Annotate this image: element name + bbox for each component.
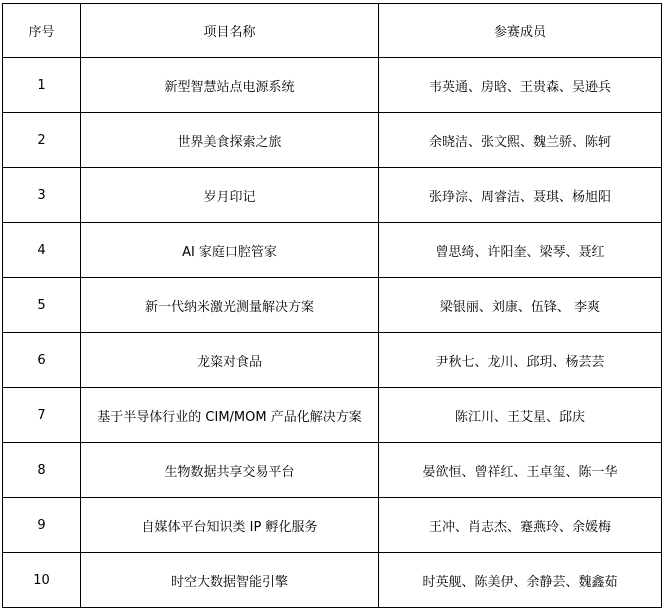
cell-serial-number: 2 [3, 113, 81, 168]
cell-team-members: 曾思绮、许阳奎、梁琴、聂红 [379, 223, 662, 278]
cell-project-name: 龙粢对食品 [81, 333, 379, 388]
cell-team-members: 王冲、肖志杰、蹇燕玲、余媛梅 [379, 498, 662, 553]
cell-serial-number: 8 [3, 443, 81, 498]
cell-serial-number: 4 [3, 223, 81, 278]
cell-team-members: 韦英通、房晗、王贵森、吴逊兵 [379, 58, 662, 113]
cell-team-members: 张琤淙、周睿洁、聂琪、杨旭阳 [379, 168, 662, 223]
table-row [3, 278, 662, 333]
table-row [3, 58, 662, 113]
table-row [3, 498, 662, 553]
cell-serial-number: 5 [3, 278, 81, 333]
cell-team-members: 时英舰、陈美伊、余静芸、魏鑫茹 [379, 553, 662, 608]
cell-project-name: 岁月印记 [81, 168, 379, 223]
cell-project-name: 自媒体平台知识类 IP 孵化服务 [81, 498, 379, 553]
cell-team-members: 陈江川、王艾星、邱庆 [379, 388, 662, 443]
cell-serial-number: 1 [3, 58, 81, 113]
project-table [2, 3, 662, 608]
cell-serial-number: 10 [3, 553, 81, 608]
cell-project-name: 新一代纳米激光测量解决方案 [81, 278, 379, 333]
header-serial-number: 序号 [3, 4, 81, 58]
table-row [3, 443, 662, 498]
table-header-row [3, 4, 662, 58]
table-row [3, 333, 662, 388]
cell-serial-number: 3 [3, 168, 81, 223]
cell-project-name: 世界美食探索之旅 [81, 113, 379, 168]
cell-project-name: 时空大数据智能引擎 [81, 553, 379, 608]
table-row [3, 553, 662, 608]
table-row [3, 168, 662, 223]
cell-team-members: 梁银丽、刘康、伍锋、 李爽 [379, 278, 662, 333]
cell-project-name: AI 家庭口腔管家 [81, 223, 379, 278]
cell-team-members: 余晓洁、张文熙、魏兰骄、陈轲 [379, 113, 662, 168]
cell-serial-number: 9 [3, 498, 81, 553]
table-row [3, 113, 662, 168]
header-team-members: 参赛成员 [379, 4, 662, 58]
cell-team-members: 尹秋七、龙川、邱玥、杨芸芸 [379, 333, 662, 388]
header-project-name: 项目名称 [81, 4, 379, 58]
table-row [3, 388, 662, 443]
cell-team-members: 晏欲恒、曾祥红、王卓玺、陈一华 [379, 443, 662, 498]
cell-serial-number: 7 [3, 388, 81, 443]
table-row [3, 223, 662, 278]
cell-serial-number: 6 [3, 333, 81, 388]
cell-project-name: 基于半导体行业的 CIM/MOM 产品化解决方案 [81, 388, 379, 443]
cell-project-name: 生物数据共享交易平台 [81, 443, 379, 498]
cell-project-name: 新型智慧站点电源系统 [81, 58, 379, 113]
